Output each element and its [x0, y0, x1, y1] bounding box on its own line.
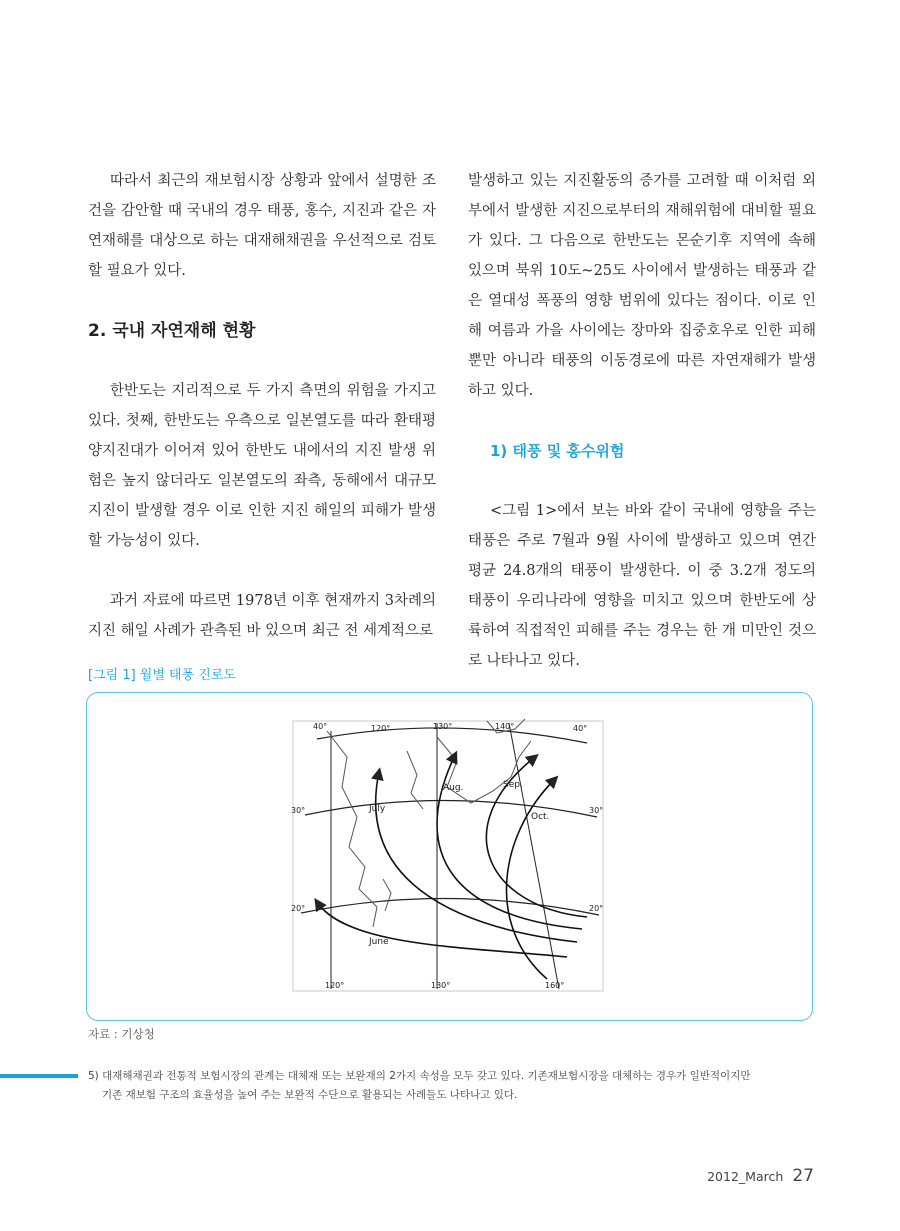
map-label-right-30: 30° — [589, 806, 604, 815]
issue-label: 2012_March — [707, 1169, 784, 1184]
track-july — [376, 772, 577, 942]
footnote-line-2: 기존 재보험 구조의 효율성을 높여 주는 보완적 수단으로 활용되는 사례들도 나타나고 있다. — [102, 1089, 518, 1101]
map-label-left-20: 20° — [291, 904, 306, 913]
map-label-oct: Oct. — [531, 812, 550, 822]
typhoon-track-map — [287, 717, 609, 997]
left-paragraph-2: 한반도는 지리적으로 두 가지 측면의 위험을 가지고 있다. 첫째, 한반도는 우측으로 일본열도를 따라 환태평양지진대가 이어져 있어 한반도 내에서의 지진 발생 위험은 높지 않더라도 일본열도의 좌측, 동해에서 대규모 지진이 발생할 경우 이로 인한 지진 해일의 피해가 발생할 가능성이 있다. — [88, 383, 436, 549]
latitude-arc-30 — [305, 800, 597, 817]
map-label-top-40-right: 40° — [573, 724, 588, 733]
latitude-arc-20 — [301, 898, 599, 915]
section-heading: 2. 국내 자연재해 현황 — [88, 321, 256, 341]
left-column — [88, 166, 436, 646]
coastline-japan — [437, 737, 531, 803]
map-label-right-20: 20° — [589, 904, 604, 913]
map-label-aug: Aug. — [443, 783, 464, 793]
coastline-taiwan — [383, 879, 391, 911]
map-label-bottom-120: 120° — [325, 981, 345, 990]
map-label-june: June — [369, 937, 389, 947]
figure-title: [그림 1] 월별 태풍 진로도 — [88, 668, 236, 683]
right-column — [468, 166, 816, 676]
footnote-accent-bar — [0, 1074, 78, 1078]
track-june — [317, 902, 567, 957]
footnote-line-1: 5) 대재해채권과 전통적 보험시장의 관계는 대체재 또는 보완재의 2가지 속성을 모두 갖고 있다. 기존재보험시장을 대체하는 경우가 일반적이지만 — [88, 1070, 751, 1082]
map-label-bottom-160: 160° — [545, 981, 565, 990]
map-label-bottom-130: 130° — [431, 981, 451, 990]
map-label-sep: Sep. — [503, 780, 523, 790]
track-sep — [486, 757, 587, 917]
map-label-top-120: 120° — [371, 724, 391, 733]
map-label-top-140: 140° — [495, 722, 515, 731]
map-label-left-30: 30° — [291, 806, 306, 815]
figure-source: 자료 : 기상청 — [88, 1027, 155, 1041]
left-paragraph-1: 따라서 최근의 재보험시장 상황과 앞에서 설명한 조건을 감안할 때 국내의 경우 태풍, 홍수, 지진과 같은 자연재해를 대상으로 하는 대재해채권을 우선적으로 검토할 필요가 있다. — [88, 173, 436, 279]
right-paragraph-1: 발생하고 있는 지진활동의 증가를 고려할 때 이처럼 외부에서 발생한 지진으로부터의 재해위험에 대비할 필요가 있다. 그 다음으로 한반도는 몬순기후 지역에 속해 있으며 북위 10도~25도 사이에서 발생하는 태풍과 같은 열대성 폭풍의 영향 범위에 있다는 점이다. 이로 인해 여름과 가을 사이에는 장마와 집중호우로 인한 피해뿐만 아니라 태풍의 이동경로에 따른 자연재해가 발생하고 있다. — [468, 173, 816, 399]
map-label-top-40-left: 40° — [313, 722, 328, 731]
figure-frame — [86, 692, 813, 1021]
coastline-china — [327, 731, 377, 927]
map-label-july: July — [369, 804, 386, 814]
map-label-top-130: 130° — [433, 722, 453, 731]
subsection-heading: 1) 태풍 및 홍수위험 — [490, 442, 625, 460]
page-number: 27 — [792, 1166, 814, 1186]
footnote — [88, 1067, 818, 1105]
right-paragraph-2: <그림 1>에서 보는 바와 같이 국내에 영향을 주는 태풍은 주로 7월과 9월 사이에 발생하고 있으며 연간 평균 24.8개의 태풍이 발생한다. 이 중 3.2개 정도의 태풍이 우리나라에 영향을 미치고 있으며 한반도에 상륙하여 직접적인 피해를 주는 경우는 한 개 미만인 것으로 나타나고 있다. — [468, 503, 816, 669]
left-paragraph-3: 과거 자료에 따르면 1978년 이후 현재까지 3차례의 지진 해일 사례가 관측된 바 있으며 최근 전 세계적으로 — [88, 593, 436, 639]
track-oct — [506, 779, 555, 979]
page-footer — [707, 1166, 814, 1186]
